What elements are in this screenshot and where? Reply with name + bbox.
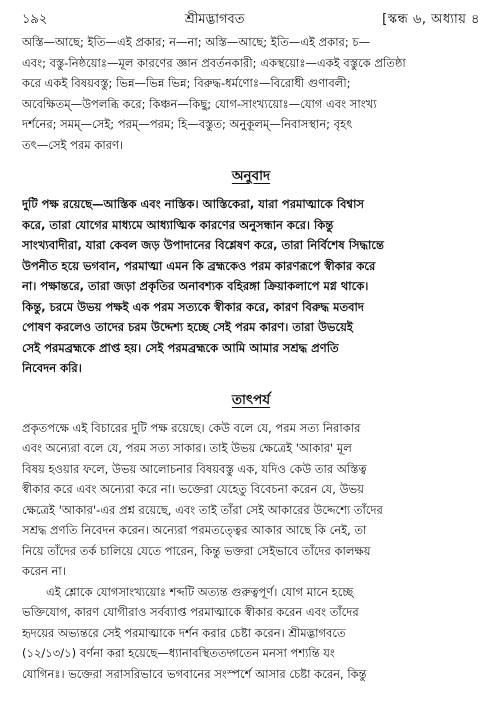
purport-line: এই শ্লোকে যোগসাংখ্যয়োঃ শব্দটি অত্যন্ত গুরুত্বপূর্ণ। যোগ মানে হচ্ছে [46, 584, 354, 599]
purport-line: সশ্রদ্ধ প্রণতি নিবেদন করেন। অন্যেরা পরমতত্ত্বের আকার আছে কি নেই, তা [22, 523, 367, 537]
synonyms-block [22, 32, 480, 155]
purport-line: প্রকৃতপক্ষে এই বিচারের দুটি পক্ষ রয়েছে। কেউ বলে যে, পরম সত্য নিরাকার [22, 420, 361, 435]
purport-line: যোগিনঃ। ভক্তেরা সরাসরিভাবে ভগবানের সংস্পর্শে আসার চেষ্টা করেন, কিন্তু [22, 666, 367, 681]
translation-line: করে, তারা যোগের মাধ্যমে আধ্যাত্মিক কারণের অনুসন্ধান করে। কিন্তু [22, 217, 334, 232]
translation-line: কিন্তু, চরমে উভয় পক্ষই এক পরম সত্যকে স্বীকার করে, কারণ বিরুদ্ধ মতবাদ [22, 299, 364, 314]
translation-line: পোষণ করলেও তাদের চরম উদ্দেশ্য হচ্ছে সেই পরম কারণ। তারা উভয়েই [22, 320, 353, 334]
synonym-line: করে একই বিষয়বস্তু; ভিন্ন—ভিন্ন ভিন্ন; বিরুদ্ধ-ধর্মণোঃ—বিরোধী গুণাবলী; [22, 76, 351, 90]
purport-line: স্বীকার করে এবং অন্যেরা করে না। ভক্তেরা যেহেতু বিবেচনা করেন যে, উভয় [22, 482, 364, 496]
translation-line: সেই পরমব্রহ্মকে প্রাপ্ত হয়। সেই পরমব্রহ্মকে আমি আমার সশ্রদ্ধ প্রণতি [22, 340, 339, 355]
book-title: শ্রীমদ্ভাগবত [184, 12, 245, 27]
purport-continued-block [22, 582, 480, 685]
synonym-line: তৎ—সেই পরম কারণ। [22, 137, 124, 152]
document-page [22, 10, 480, 684]
synonym-line: অস্তি—আছে; ইতি—এই প্রকার; ন—না; অস্তি—আছে; ইতি—এই প্রকার; চ— [22, 35, 371, 49]
translation-heading: অনুবাদ [231, 168, 271, 184]
purport-line: এবং অন্যেরা বলে যে, পরম সত্য সাকার। তাই উভয় ক্ষেত্রেই 'আকার' মূল [22, 441, 352, 455]
purport-line: ভক্তিযোগ, কারণ যোগীরাও সর্বব্যাপ্ত পরমাত্মাকে স্বীকার করেন এবং তাঁদের [22, 605, 359, 619]
purport-heading: তাৎপর্য [231, 391, 271, 408]
translation-line: নিবেদন করি। [22, 361, 82, 375]
synonym-line: এবং; বস্তু-নিষ্ঠয়োঃ—মূল কারণের জ্ঞান প্রবর্তনকারী; একস্থয়োঃ—একই বস্তুকে প্রতিষ্ঠা [22, 55, 406, 70]
purport-line: বিষয় হওয়ার ফলে, উভয় আলোচনার বিষয়বস্তু এক, যদিও কেউ তার অস্তিত্ব [22, 461, 367, 476]
translation-line: সাংখ্যবাদীরা, যারা কেবল জড় উপাদানের বিশ্লেষণ করে, তারা নির্বিশেষ সিদ্ধান্তে [22, 238, 384, 252]
translation-line: দুটি পক্ষ রয়েছে—আস্তিক এবং নাস্তিক। আস্তিকেরা, যারা পরমাত্মাকে বিশ্বাস [22, 197, 365, 211]
translation-block [22, 194, 480, 379]
synonym-line: অবেক্ষিতম্—উপলব্ধি করে; কিঞ্চন—কিছু; যোগ-সাংখ্যয়োঃ—যোগ এবং সাংখ্য [22, 96, 377, 111]
translation-line: উপনীত হয়ে ভগবান, পরমাত্মা এমন কি ব্রহ্মকেও পরম কারণরূপে স্বীকার করে [22, 258, 376, 273]
purport-line: নিয়ে তাঁদের তর্ক চালিয়ে যেতে পারেন, কিন্তু ভক্তরা সেইভাবে তাঁদের কালক্ষয় [22, 543, 371, 558]
page-header [22, 10, 480, 32]
purport-line: হৃদয়ের অভ্যন্তরে সেই পরমাত্মাকে দর্শন করার চেষ্টা করেন। শ্রীমদ্ভাগবতে [22, 625, 346, 640]
page-number: ১৯২ [22, 12, 48, 27]
purport-line: ক্ষেত্রেই 'আকার'-এর প্রশ্ন রয়েছে, এবং তাই তাঁরা সেই আকারের উদ্দেশ্যে তাঁদের [22, 502, 383, 517]
purport-block [22, 418, 480, 582]
translation-line: না। পক্ষান্তরে, তারা জড়া প্রকৃতির অনাবশ্যক বহিরঙ্গা ক্রিয়াকলাপে মগ্ন থাকে। [22, 279, 369, 293]
chapter-reference: [স্কন্ধ ৬, অধ্যায় ৪ [382, 12, 480, 27]
synonym-line: দর্শনের; সমম্—সেই; পরম্—পরম; হি—বস্তুত; অনুকূলম্—নিবাসস্থান; বৃহৎ [22, 117, 353, 131]
purport-line: করেন না। [22, 564, 66, 578]
purport-line: (১২/১৩/১) বর্ণনা করা হয়েছে—ধ্যানাবস্থিততদ্গতেন মনসা পশ্যন্তি যং [22, 646, 335, 660]
